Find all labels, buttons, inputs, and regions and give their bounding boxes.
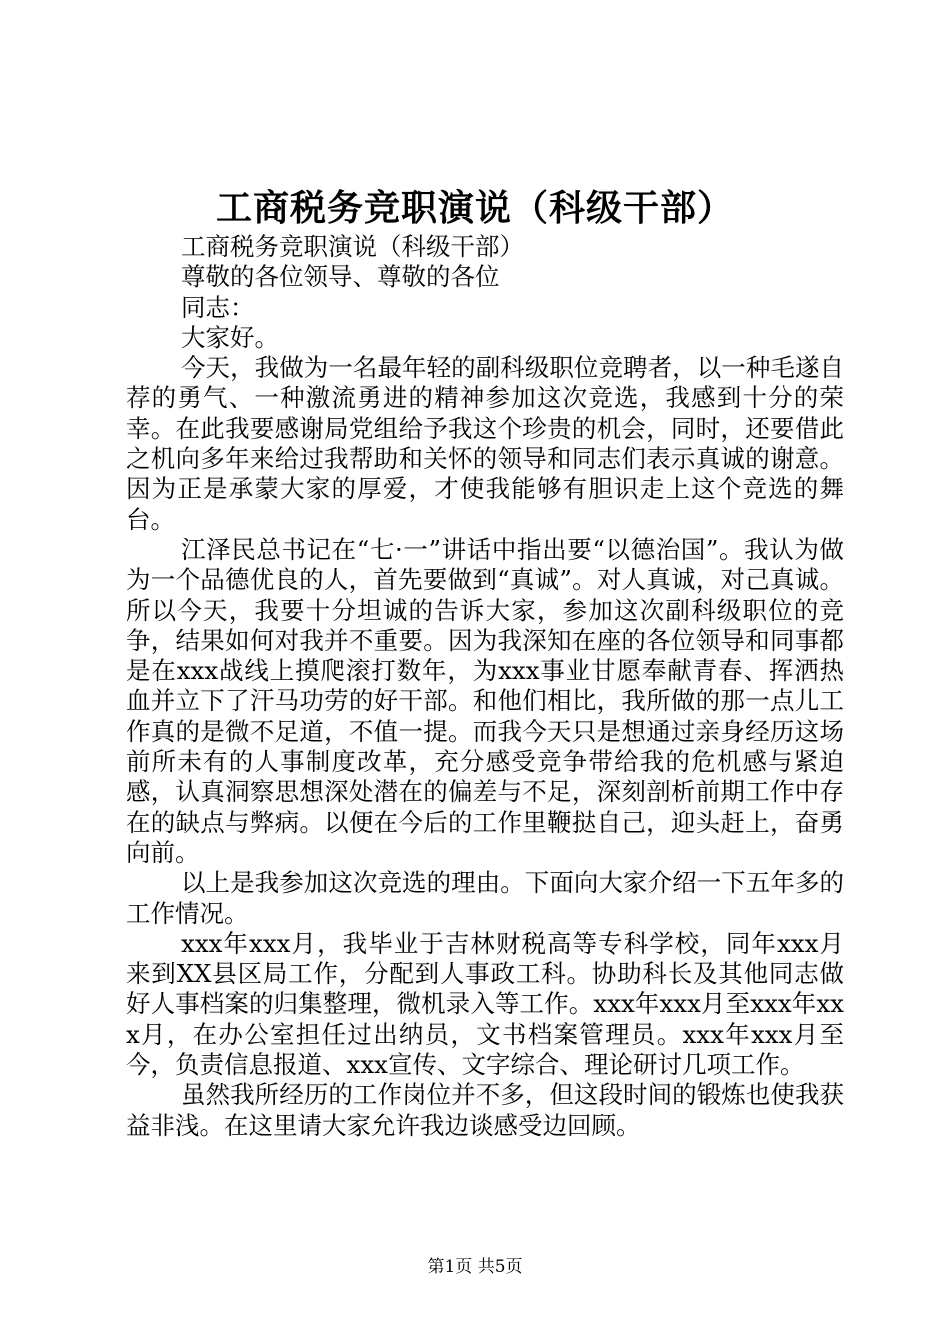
paragraph-greeting: 大家好。 [181,322,279,352]
paragraph-salutation-cont: 同志： [181,292,255,322]
document-body [126,232,844,1141]
page-footer: 第1页 共5页 [427,1257,523,1277]
paragraph-reflection: 虽然我所经历的工作岗位并不多，但这段时间的锻炼也使我获益非浅。在这里请大家允许我边谈感受边回顾。 [126,1080,844,1140]
document-title: 工商税务竞职演说（科级干部） [215,187,734,229]
paragraph-salutation: 尊敬的各位领导、尊敬的各位 [181,262,500,292]
paragraph-work-history: xxx年xxx月，我毕业于吉林财税高等专科学校，同年xxx月来到XX县区局工作，分配到人事政工科。协助科长及其他同志做好人事档案的归集整理，微机录入等工作。xxx年xxx月至xxx年xxx月，在办公室担任过出纳员，文书档案管理员。xxx年xxx月至今，负责信息报道、xxx宣传、文字综合、理论研讨几项工作。 [126,928,844,1080]
paragraph-transition: 以上是我参加这次竞选的理由。下面向大家介绍一下五年多的工作情况。 [126,868,844,928]
paragraph-subtitle: 工商税务竞职演说（科级干部） [181,232,524,261]
paragraph-opening: 今天，我做为一名最年轻的副科级职位竞聘者，以一种毛遂自荐的勇气、一种激流勇进的精神参加这次竞选，我感到十分的荣幸。在此我要感谢局党组给予我这个珍贵的机会，同时，还要借此之机向多年来给过我帮助和关怀的领导和同志们表示真诚的谢意。因为正是承蒙大家的厚爱，才使我能够有胆识走上这个竞选的舞台。 [126,353,844,534]
paragraph-integrity: 江泽民总书记在“七·一”讲话中指出要“以德治国”。我认为做为一个品德优良的人，首先要做到“真诚”。对人真诚，对己真诚。所以今天，我要十分坦诚的告诉大家，参加这次副科级职位的竞争，结果如何对我并不重要。因为我深知在座的各位领导和同事都是在xxx战线上摸爬滚打数年，为xxx事业甘愿奉献青春、挥洒热血并立下了汗马功劳的好干部。和他们相比，我所做的那一点儿工作真的是微不足道，不值一提。而我今天只是想通过亲身经历这场前所未有的人事制度改革，充分感受竞争带给我的危机感与紧迫感，认真洞察思想深处潜在的偏差与不足，深刻剖析前期工作中存在的缺点与弊病。以便在今后的工作里鞭挞自己，迎头赶上，奋勇向前。 [126,534,844,867]
